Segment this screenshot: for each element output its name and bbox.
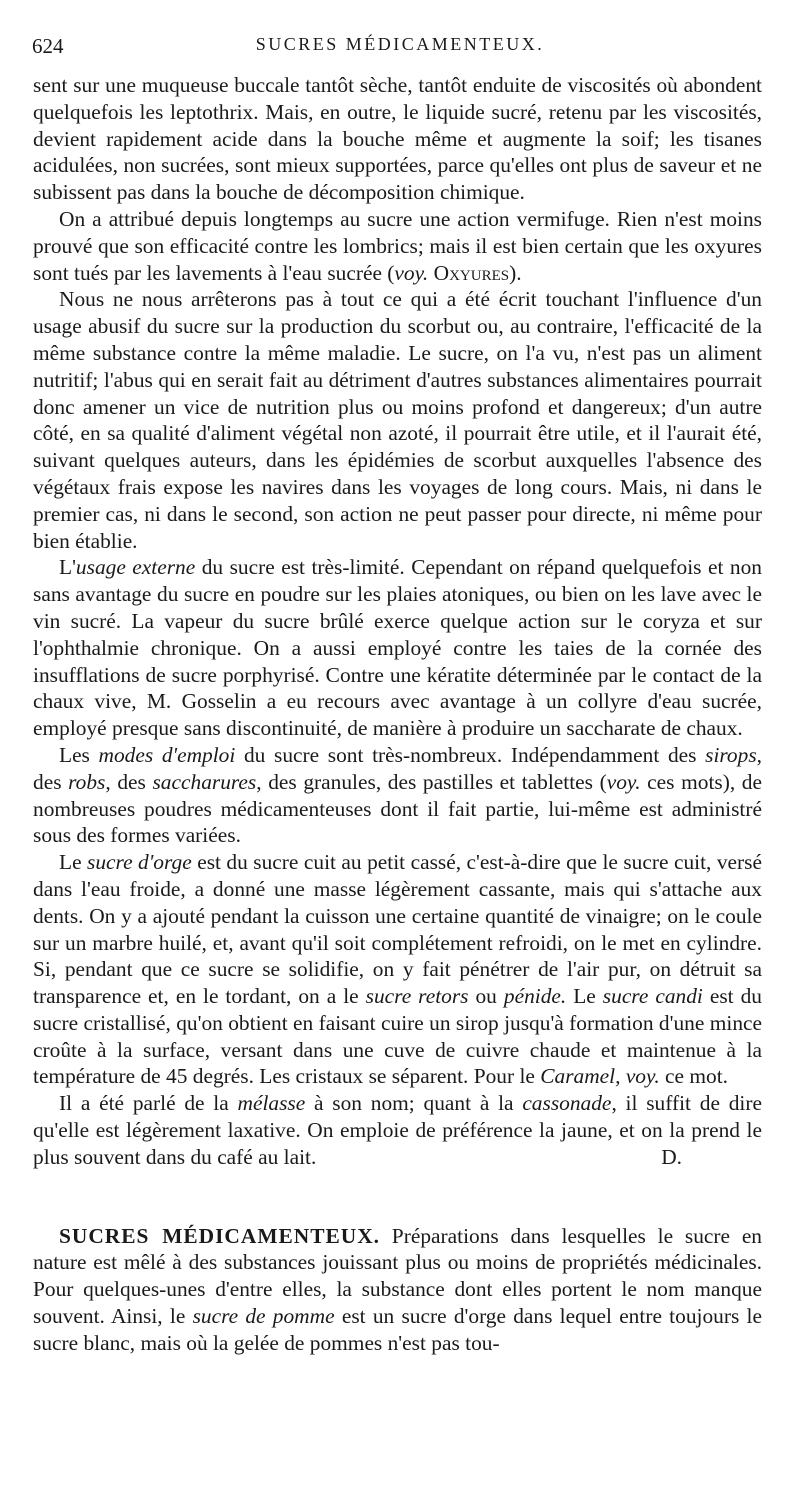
emphasis: sucre d'orge	[87, 850, 192, 875]
page-number: 624	[32, 34, 64, 58]
section-gap	[33, 1171, 762, 1223]
paragraph-2	[33, 206, 762, 286]
paragraph-text: , des	[33, 742, 762, 794]
emphasis: robs	[68, 769, 106, 794]
emphasis: pénide.	[503, 984, 567, 1009]
emphasis: saccharures	[152, 769, 257, 794]
running-title: SUCRES MÉDICAMENTEUX.	[255, 34, 545, 54]
paragraph-text: Nous ne nous arrêterons pas à tout ce qui a été écrit touchant l'influence d'un usage abusif du sucre sur la production du scorbut ou, au contraire, l'efficacité de la même substance contre la même maladie. Le sucre, on l'a vu, n'est pas un aliment nutritif; l'abus qui en serait fait au détriment d'autres substances alimentaires pourrait donc amener un vice de nutrition plus ou moins profond et dangereux; d'un autre côté, en sa qualité d'aliment végétal non azoté, il pourrait être utile, et il l'aurait été, suivant quelques auteurs, dans les épidémies de scorbut auxquelles l'absence des végétaux frais expose les navires dans les voyages de long cours. Mais, ni dans le premier cas, ni dans le second, son action ne peut passer pour directe, ni même pour bien établie.	[33, 287, 762, 553]
paragraph-text: , il suffit de dire qu'elle est légèrement laxative. On emploie de préférence la jaune, et on la prend le plus souvent dans du café au lait.	[33, 1091, 762, 1169]
paragraph-text: sent sur une muqueuse buccale tantôt sèche, tantôt enduite de viscosités où abondent quelquefois les leptothrix. Mais, en outre, le liquide sucré, retenu par les viscosités, devient rapidement acide dans la bouche même et augmente la soif; les tisanes acidulées, non sucrées, sont mieux supportées, parce qu'elles ont plus de saveur et ne subissent pas dans la bouche de décomposition chimique.	[33, 73, 762, 205]
emphasis: mélasse	[237, 1091, 306, 1116]
main-text	[33, 72, 762, 1357]
paragraph-text: On a attribué depuis longtemps au sucre une action vermifuge. Rien n'est moins prouvé que son efficacité contre les lombrics; mais il est bien certain que les oxyures sont tués par les lavements à l'eau sucrée (	[33, 206, 762, 285]
paragraph-text: , des	[105, 769, 153, 794]
emphasis: sucre retors	[365, 984, 469, 1009]
paragraph-text: ou	[468, 984, 504, 1009]
author-signature: D.	[661, 1144, 682, 1169]
paragraph-5	[33, 742, 762, 849]
paragraph-text: ).	[509, 260, 522, 285]
emphasis: cassonade	[522, 1091, 612, 1116]
paragraph-4	[33, 554, 762, 742]
paragraph-text: est du sucre cuit au petit cassé, c'est-à-dire que le sucre cuit, versé dans l'eau froide, a donné une masse légèrement cassante, mais qui s'attache aux dents. On y a ajouté pendant la cuisson une certaine quantité de vinaigre; on le coule sur un marbre huilé, et, avant qu'il soit complétement refroidi, on le met en cylindre. Si, pendant que ce sucre se solidifie, on y fait pénétrer de l'air pur, on détruit sa transparence et, en le tordant, on a le	[33, 850, 762, 1009]
paragraph-text: Les	[59, 742, 99, 767]
paragraph-text: L'	[59, 555, 76, 580]
paragraph-text: Il a été parlé de la	[59, 1091, 238, 1116]
article-entry	[33, 1223, 762, 1357]
emphasis: sirops	[705, 742, 757, 767]
article-headword: SUCRES MÉDICAMENTEUX.	[59, 1223, 381, 1248]
paragraph-text: ces mots), de nombreuses poudres médicamenteuses dont il fait partie, lui-même est administré sous des formes variées.	[33, 769, 762, 848]
cross-ref-term: Oxyures	[433, 260, 510, 285]
paragraph-text: est un sucre d'orge dans lequel entre toujours le sucre blanc, mais où la gelée de pommes n'est pas tou-	[33, 1304, 762, 1355]
emphasis: usage externe	[75, 555, 196, 580]
paragraph-text: du sucre est très-limité. Cependant on répand quelquefois et non sans avantage du sucre en poudre sur les plaies atoniques, ou bien on les lave avec le vin sucré. La vapeur du sucre brûlé exerce quelque action sur le coryza et sur l'ophthalmie chronique. On a aussi employé contre les taies de la cornée des insufflations de sucre porphyrisé. Contre une kératite déterminée par le contact de la chaux vive, M. Gosselin a eu recours avec avantage à un collyre d'eau sucrée, employé presque sans discontinuité, de manière à produire un saccharate de chaux.	[33, 555, 762, 741]
paragraph-text: Préparations dans lesquelles le sucre en nature est mêlé à des substances jouissant plus ou moins de propriétés médicinales. Pour quelques-unes d'entre elles, la substance dont elles portent le nom manque souvent. Ainsi, le	[33, 1223, 763, 1329]
paragraph-text: est du sucre cristallisé, qu'on obtient en faisant cuire un sirop jusqu'à formation d'une mince croûte à la surface, versant dans une cuve de cuivre chaude et maintenue à la température de 45 degrés. Les cristaux se séparent. Pour le	[33, 984, 762, 1089]
cross-ref-voy: voy.	[394, 260, 429, 285]
paragraph-3	[33, 286, 762, 554]
emphasis: Caramel, voy.	[540, 1064, 660, 1089]
emphasis: sucre candi	[602, 984, 703, 1009]
paragraph-text: à son nom; quant à la	[305, 1091, 523, 1116]
page-header	[30, 34, 770, 60]
paragraph-text: , des granules, des pastilles et tablettes (	[256, 769, 607, 794]
paragraph-6	[33, 849, 762, 1090]
emphasis: sucre de pomme	[192, 1304, 335, 1329]
paragraph-text: du sucre sont très-nombreux. Indépendamment des	[235, 742, 706, 767]
paragraph-7	[33, 1090, 762, 1170]
paragraph-text: ce mot.	[659, 1064, 728, 1089]
paragraph-text: Le	[59, 850, 88, 875]
emphasis: modes d'emploi	[98, 742, 236, 767]
paragraph-1	[33, 72, 762, 206]
emphasis: voy.	[606, 769, 641, 794]
paragraph-text: Le	[566, 984, 603, 1009]
